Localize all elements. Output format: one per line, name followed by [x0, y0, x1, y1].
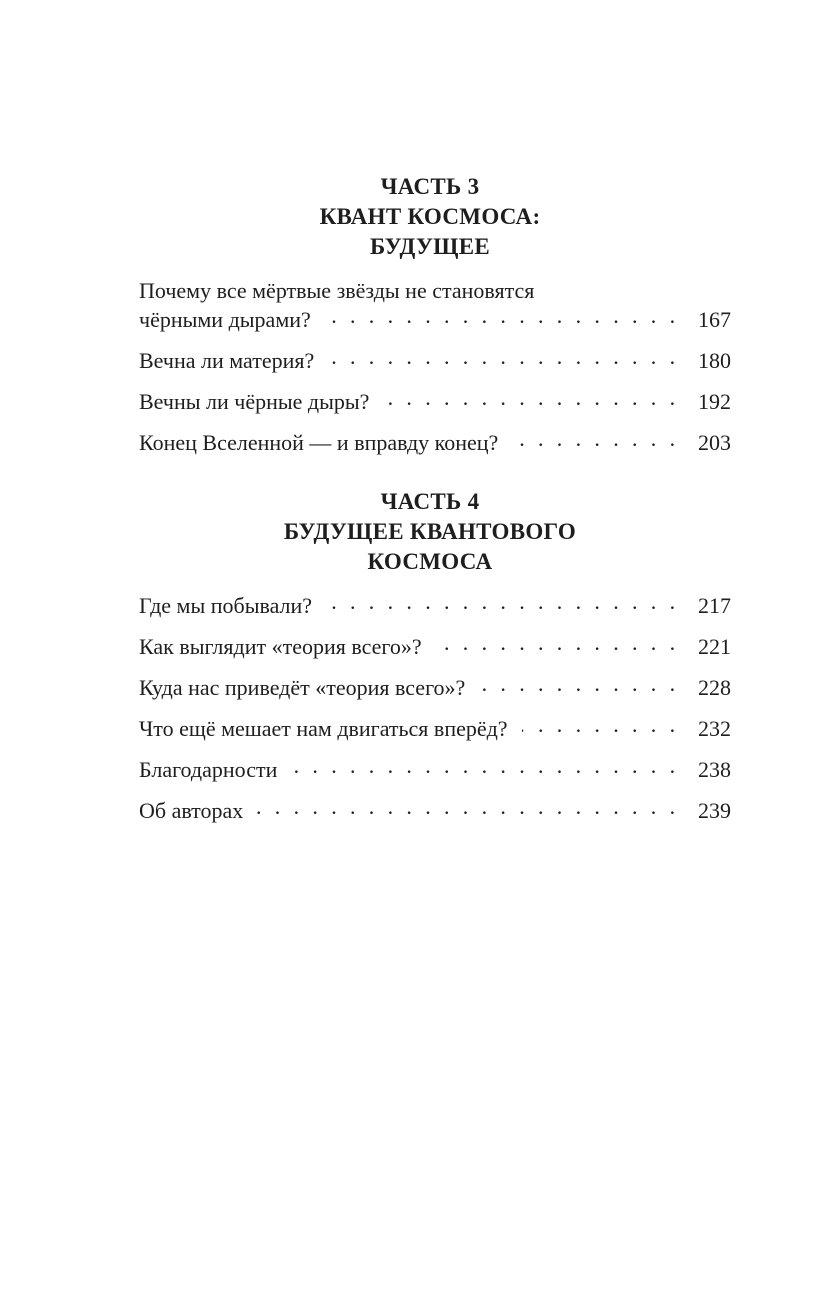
page-number: 192	[698, 389, 731, 414]
part-4-heading	[129, 487, 731, 577]
dot-leader	[326, 591, 679, 613]
toc-entry[interactable]	[139, 428, 731, 457]
part-title-line: БУДУЩЕЕ	[370, 234, 490, 259]
page-number: 217	[698, 593, 731, 618]
entry-title: Вечны ли чёрные дыры?	[139, 389, 370, 414]
entry-title: Об авторах	[139, 798, 244, 823]
toc-entry[interactable]	[139, 276, 731, 334]
part-number: ЧАСТЬ 3	[380, 174, 480, 199]
entry-title: Как выглядит «теория всего»?	[139, 634, 422, 659]
toc-entry[interactable]	[139, 591, 731, 620]
part-3-entries	[139, 276, 731, 457]
part-title-line: КВАНТ КОСМОСА:	[319, 204, 541, 229]
part-4-entries	[139, 591, 731, 825]
entry-title: чёрными дырами?	[139, 307, 311, 332]
page-number: 239	[698, 798, 731, 823]
dot-leader	[325, 305, 679, 327]
entry-title: Что ещё мешает нам двигаться вперёд?	[139, 716, 508, 741]
dot-leader	[479, 673, 679, 695]
part-title-line: БУДУЩЕЕ КВАНТОВОГО	[283, 519, 577, 544]
table-of-contents	[139, 172, 731, 837]
dot-leader	[291, 755, 679, 777]
dot-leader	[522, 714, 679, 736]
toc-entry[interactable]	[139, 632, 731, 661]
page-number: 238	[698, 757, 731, 782]
part-number: ЧАСТЬ 4	[380, 489, 480, 514]
dot-leader	[328, 346, 679, 368]
toc-entry[interactable]	[139, 714, 731, 743]
page-number: 167	[698, 307, 731, 332]
entry-title: Благодарности	[139, 757, 278, 782]
dot-leader	[436, 632, 679, 654]
part-title-line: КОСМОСА	[367, 549, 493, 574]
dot-leader	[512, 428, 679, 450]
part-3-heading	[129, 172, 731, 262]
toc-entry[interactable]	[139, 673, 731, 702]
page-number: 180	[698, 348, 731, 373]
entry-title-first-line: Почему все мёртвые звёзды не становятся	[139, 278, 535, 303]
toc-entry[interactable]	[139, 387, 731, 416]
entry-title: Конец Вселенной — и вправду конец?	[139, 430, 499, 455]
page-number: 221	[698, 634, 731, 659]
toc-entry[interactable]	[139, 346, 731, 375]
dot-leader	[383, 387, 679, 409]
entry-title: Вечна ли материя?	[139, 348, 315, 373]
toc-entry[interactable]	[139, 796, 731, 825]
page-number: 232	[698, 716, 731, 741]
entry-title: Куда нас приведёт «теория всего»?	[139, 675, 466, 700]
dot-leader	[257, 796, 679, 818]
page-number: 228	[698, 675, 731, 700]
toc-entry[interactable]	[139, 755, 731, 784]
entry-title: Где мы побывали?	[139, 593, 313, 618]
page-number: 203	[698, 430, 731, 455]
